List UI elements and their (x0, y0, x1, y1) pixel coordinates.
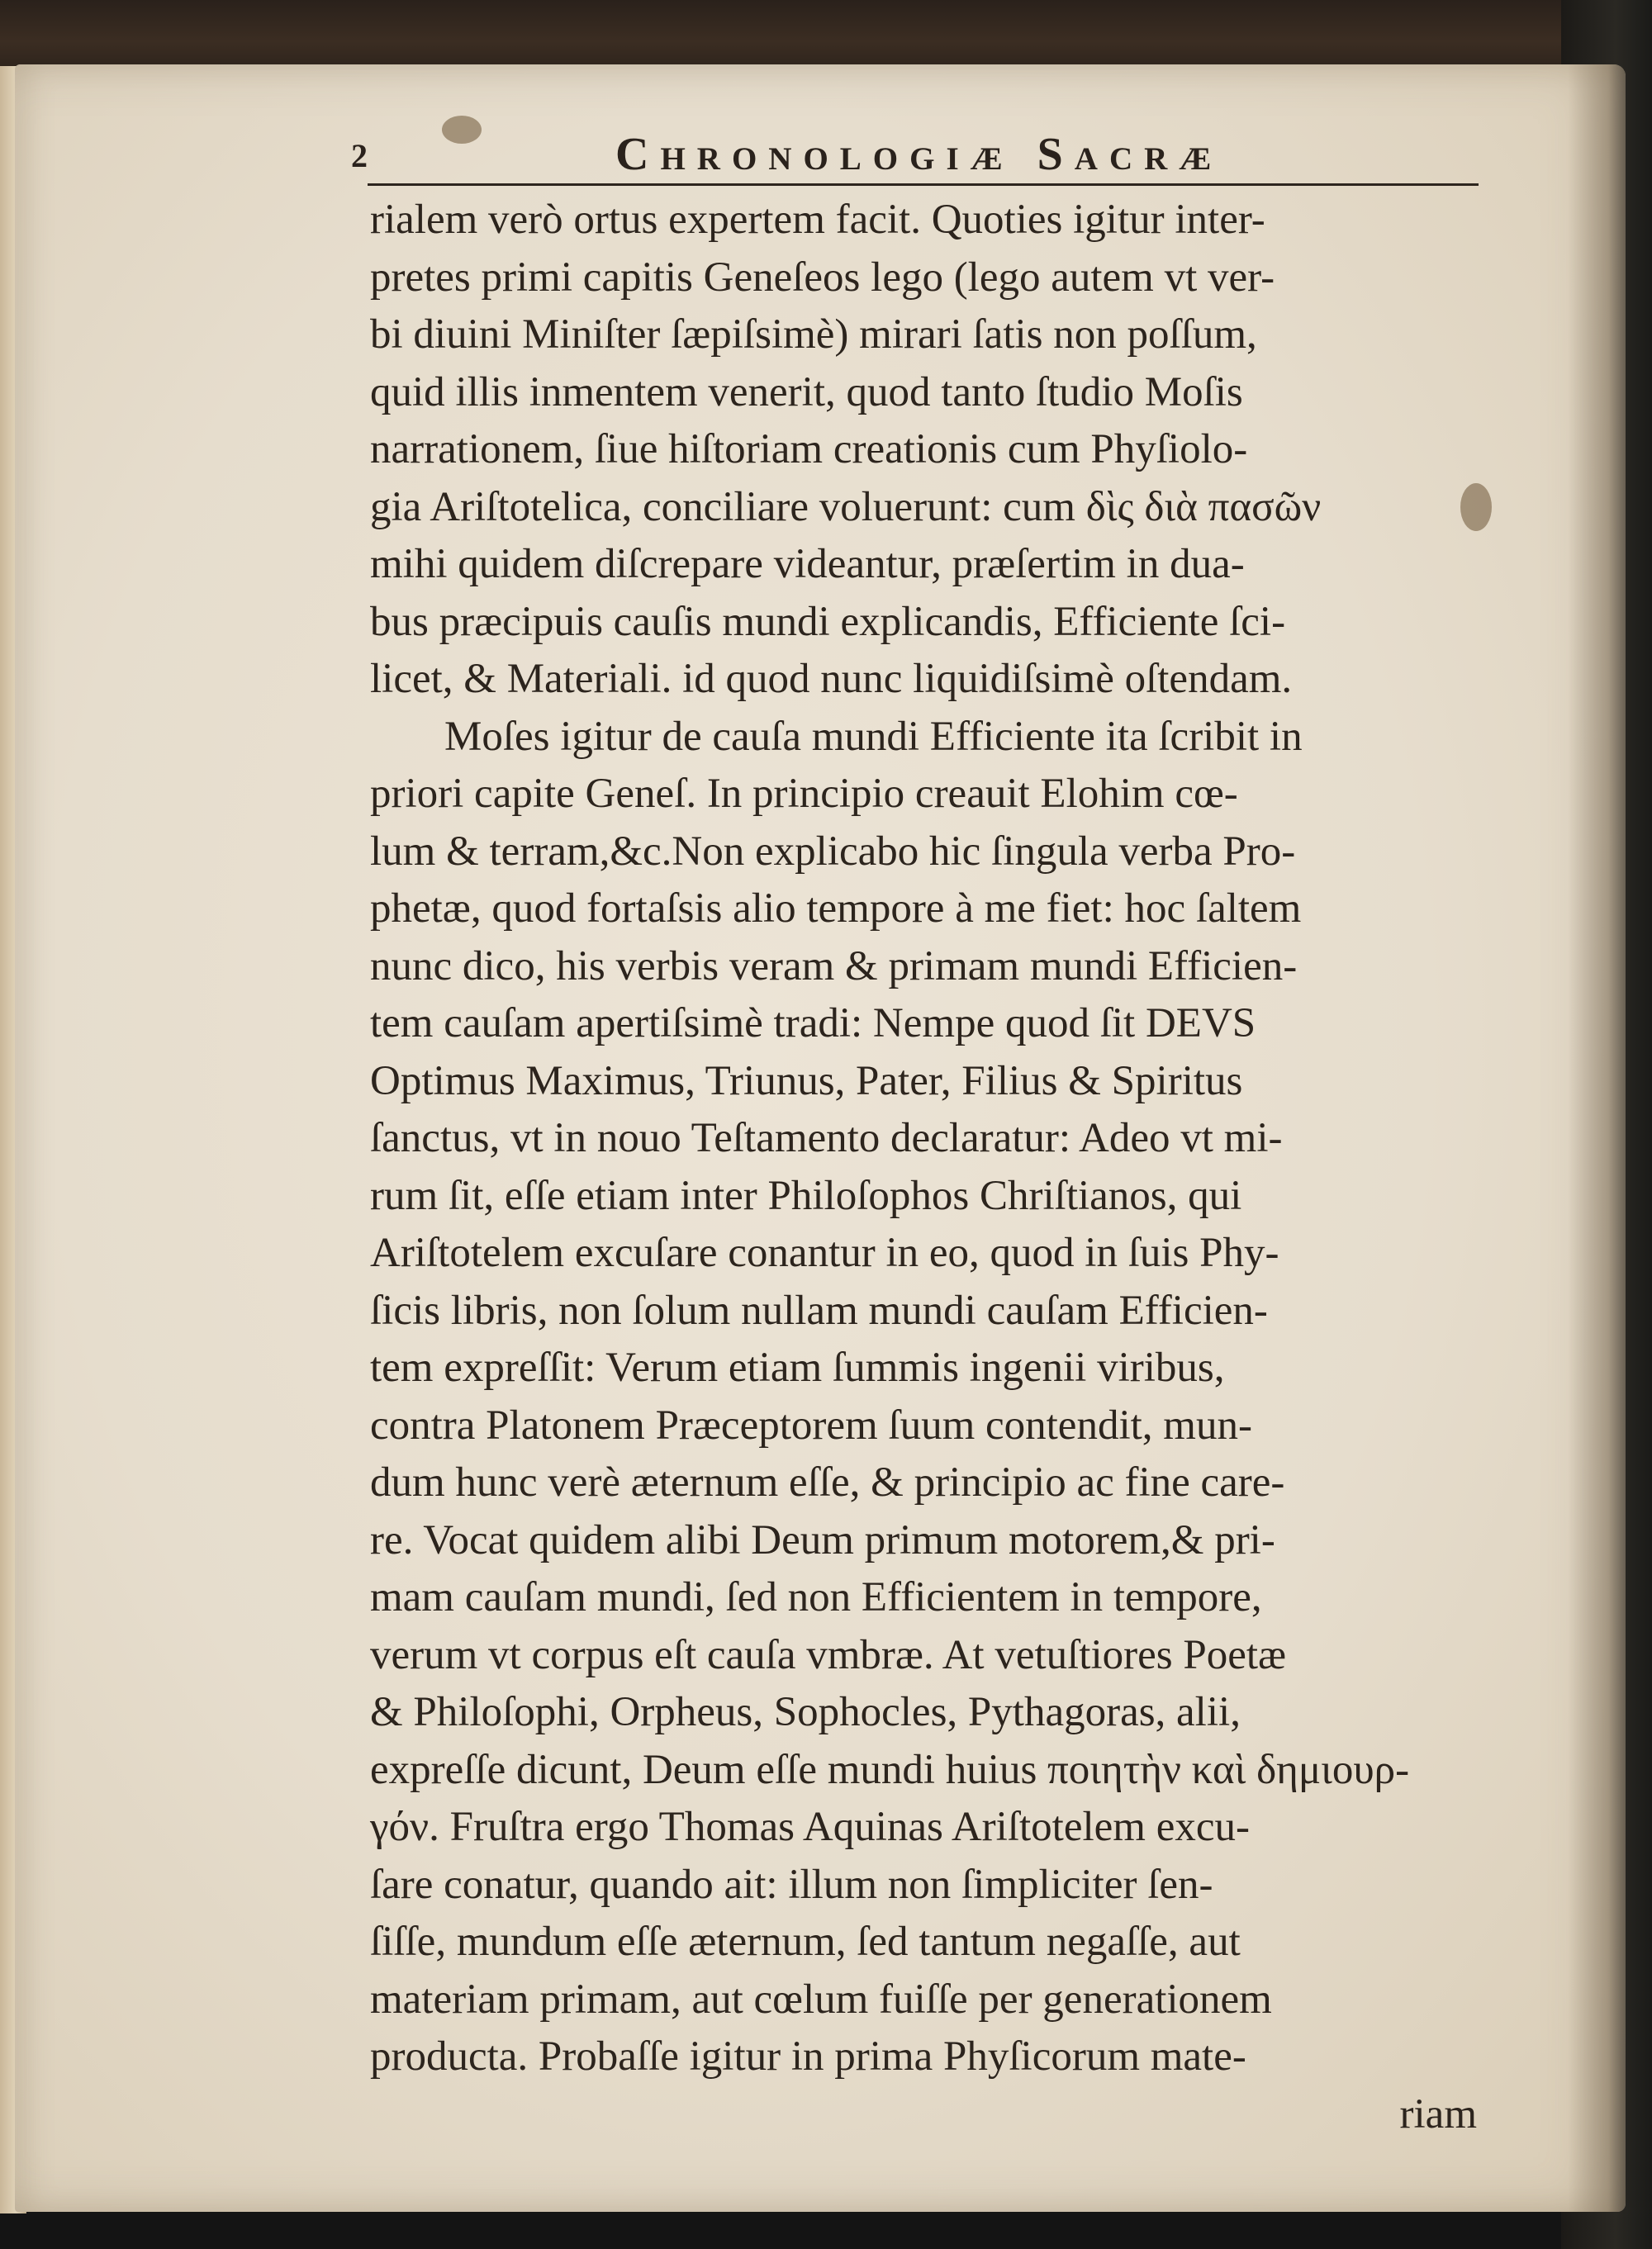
text-line: γόν. Fruſtra ergo Thomas Aquinas Ariſtotelem excu- (370, 1804, 1250, 1850)
running-head (351, 112, 1507, 186)
text-line: materiam primam, aut cœlum fuiſſe per generationem (370, 1976, 1272, 2023)
text-line: bi diuini Miniſter ſæpiſsimè) mirari ſatis non poſſum, (370, 311, 1257, 358)
header-rule (368, 183, 1479, 186)
text-line: ſicis libris, non ſolum nullam mundi cauſam Efficien- (370, 1287, 1268, 1334)
running-title: Chronologiæ Sacræ (615, 129, 1223, 180)
text-line: producta. Probaſſe igitur in prima Phyſicorum mate- (370, 2033, 1246, 2080)
text-line: verum vt corpus eſt cauſa vmbræ. At vetuſtiores Poetæ (370, 1631, 1287, 1678)
text-line: licet, & Materiali. id quod nunc liquidiſsimè oſtendam. (370, 656, 1293, 702)
text-line: gia Ariſtotelica, conciliare voluerunt: cum δὶς διὰ πασῶν (370, 483, 1322, 530)
text-line: Optimus Maximus, Triunus, Pater, Filius & Spiritus (370, 1057, 1243, 1104)
text-line: contra Platonem Præceptorem ſuum contendit, mun- (370, 1402, 1252, 1449)
text-line: lum & terram,&c.Non explicabo hic ſingula verba Pro- (370, 828, 1296, 875)
text-line: pretes primi capitis Geneſeos lego (lego autem vt ver- (370, 254, 1275, 301)
text-line: Ariſtotelem excuſare conantur in eo, quod in ſuis Phy- (370, 1230, 1279, 1276)
text-line: ſare conatur, quando ait: illum non ſimpliciter ſen- (370, 1861, 1213, 1908)
text-line: rialem verò ortus expertem facit. Quoties igitur inter- (370, 197, 1265, 243)
text-line: ſiſſe, mundum eſſe æternum, ſed tantum negaſſe, aut (370, 1919, 1241, 1965)
text-line: narrationem, ſiue hiſtoriam creationis cum Phyſiolo- (370, 426, 1248, 472)
text-line: tem expreſſit: Verum etiam ſummis ingenii viribus, (370, 1345, 1225, 1391)
paragraph-start-line: Moſes igitur de cauſa mundi Efficiente ita ſcribit in (444, 713, 1303, 760)
text-line: mam cauſam mundi, ſed non Efficientem in tempore, (370, 1574, 1262, 1620)
text-line: dum hunc verè æternum eſſe, & principio ac fine care- (370, 1459, 1285, 1506)
catchword: riam (1399, 2090, 1477, 2137)
page-number: 2 (351, 137, 368, 174)
text-line: rum ſit, eſſe etiam inter Philoſophos Chriſtianos, qui (370, 1172, 1242, 1219)
text-line: re. Vocat quidem alibi Deum primum motorem,& pri- (370, 1516, 1275, 1563)
text-line: priori capite Geneſ. In principio creauit Elohim cœ- (370, 771, 1238, 817)
text-line: ſanctus, vt in nouo Teſtamento declaratur: Adeo vt mi- (370, 1115, 1283, 1161)
text-line: quid illis inmentem venerit, quod tanto ſtudio Moſis (370, 368, 1243, 415)
body-text (370, 192, 1485, 2143)
text-line: phetæ, quod fortaſsis alio tempore à me fiet: hoc ſaltem (370, 885, 1302, 932)
text-line: & Philoſophi, Orpheus, Sophocles, Pythagoras, alii, (370, 1689, 1241, 1735)
text-line: bus præcipuis cauſis mundi explicandis, Efficiente ſci- (370, 598, 1286, 645)
text-line: nunc dico, his verbis veram & primam mundi Efficien- (370, 942, 1298, 989)
text-line: tem cauſam apertiſsimè tradi: Nempe quod ſit DEVS (370, 1000, 1256, 1046)
text-line: expreſſe dicunt, Deum eſſe mundi huius ποιητὴν καὶ δημιουρ- (370, 1746, 1410, 1793)
text-line: mihi quidem diſcrepare videantur, præſertim in dua- (370, 541, 1245, 587)
page-gutter-shadow (1568, 64, 1626, 2212)
